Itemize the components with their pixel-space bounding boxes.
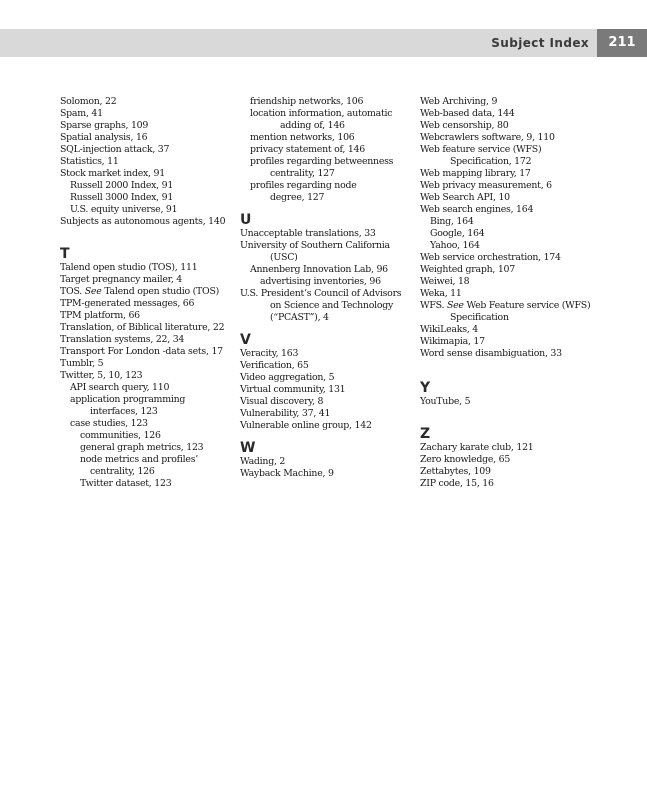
index-subentry: Google, 164 bbox=[430, 228, 485, 239]
index-entry-continuation: (USC) bbox=[270, 252, 298, 263]
running-header-title: Subject Index bbox=[491, 36, 589, 50]
index-subentry-continuation: adding of, 146 bbox=[280, 120, 345, 131]
index-subentry: API search query, 110 bbox=[70, 382, 170, 393]
index-entry: Wikimapia, 17 bbox=[420, 336, 485, 347]
index-entry: Web feature service (WFS) bbox=[420, 144, 542, 155]
index-entry: Wading, 2 bbox=[240, 456, 286, 467]
index-subentry: privacy statement of, 146 bbox=[250, 144, 365, 155]
index-term: TOS. bbox=[60, 286, 83, 297]
index-entry: Web mapping library, 17 bbox=[420, 168, 531, 179]
index-entry: ZIP code, 15, 16 bbox=[420, 478, 494, 489]
index-entry: University of Southern California bbox=[240, 240, 390, 251]
index-entry: YouTube, 5 bbox=[420, 396, 471, 407]
section-letter-y: Y bbox=[420, 380, 431, 396]
index-entry: Web Archiving, 9 bbox=[420, 96, 498, 107]
index-entry: TPM platform, 66 bbox=[60, 310, 140, 321]
index-column-2 bbox=[240, 96, 420, 480]
index-entry: Vulnerable online group, 142 bbox=[240, 420, 372, 431]
index-entry: Visual discovery, 8 bbox=[240, 396, 324, 407]
index-entry-cross-reference bbox=[420, 300, 600, 312]
index-subentry: U.S. equity universe, 91 bbox=[70, 204, 178, 215]
index-subentry: profiles regarding node bbox=[250, 180, 357, 191]
index-entry: Zachary karate club, 121 bbox=[420, 442, 534, 453]
see-reference-label: See bbox=[446, 300, 464, 311]
cross-reference-target: Web Feature service (WFS) bbox=[466, 300, 591, 311]
index-entry-continuation: Specification bbox=[450, 312, 509, 323]
index-entry: Weka, 11 bbox=[420, 288, 462, 299]
index-term: WFS. bbox=[420, 300, 445, 311]
index-subentry: case studies, 123 bbox=[70, 418, 148, 429]
index-entry: Webcrawlers software, 9, 110 bbox=[420, 132, 555, 143]
index-entry: Zero knowledge, 65 bbox=[420, 454, 511, 465]
section-letter-u: U bbox=[240, 212, 252, 228]
index-entry: Web-based data, 144 bbox=[420, 108, 515, 119]
index-entry: Virtual community, 131 bbox=[240, 384, 346, 395]
index-entry: Web privacy measurement, 6 bbox=[420, 180, 552, 191]
index-subentry: Yahoo, 164 bbox=[430, 240, 480, 251]
index-subsubentry: general graph metrics, 123 bbox=[80, 442, 204, 453]
index-entry: Web Search API, 10 bbox=[420, 192, 510, 203]
index-entry: Translation, of Biblical literature, 22 bbox=[60, 322, 225, 333]
index-entry: Subjects as autonomous agents, 140 bbox=[60, 216, 226, 227]
index-subentry: location information, automatic bbox=[250, 108, 393, 119]
section-letter-v: V bbox=[240, 332, 251, 348]
index-subentry-continuation: centrality, 127 bbox=[270, 168, 335, 179]
index-entry: Web censorship, 80 bbox=[420, 120, 509, 131]
index-subentry-continuation: interfaces, 123 bbox=[90, 406, 158, 417]
index-entry: Spam, 41 bbox=[60, 108, 103, 119]
index-entry: SQL-injection attack, 37 bbox=[60, 144, 170, 155]
index-subentry: friendship networks, 106 bbox=[250, 96, 364, 107]
index-entry: Twitter, 5, 10, 123 bbox=[60, 370, 143, 381]
index-column-1 bbox=[60, 96, 240, 490]
see-reference-label: See bbox=[84, 286, 102, 297]
index-entry: Unacceptable translations, 33 bbox=[240, 228, 376, 239]
index-entry: Sparse graphs, 109 bbox=[60, 120, 149, 131]
index-entry: Talend open studio (TOS), 111 bbox=[60, 262, 198, 273]
index-subsubentry: advertising inventories, 96 bbox=[260, 276, 381, 287]
index-subentry: Russell 2000 Index, 91 bbox=[70, 180, 174, 191]
index-entry: Spatial analysis, 16 bbox=[60, 132, 148, 143]
index-column-3 bbox=[420, 96, 600, 490]
index-entry-continuation: Specification, 172 bbox=[450, 156, 532, 167]
index-entry: TPM-generated messages, 66 bbox=[60, 298, 195, 309]
index-entry: Transport For London -data sets, 17 bbox=[60, 346, 223, 357]
index-subentry: application programming bbox=[70, 394, 186, 405]
index-entry: Statistics, 11 bbox=[60, 156, 119, 167]
running-header bbox=[0, 29, 647, 57]
index-entry: Tumblr, 5 bbox=[60, 358, 104, 369]
index-subentry: Bing, 164 bbox=[430, 216, 474, 227]
index-entry: Wayback Machine, 9 bbox=[240, 468, 334, 479]
section-letter-z: Z bbox=[420, 426, 431, 442]
index-subsubentry: Twitter dataset, 123 bbox=[80, 478, 172, 489]
index-entry-cross-reference bbox=[60, 286, 240, 298]
section-letter-w: W bbox=[240, 440, 256, 456]
index-entry: Veracity, 163 bbox=[240, 348, 299, 359]
page-number: 211 bbox=[597, 29, 647, 57]
index-entry: Target pregnancy mailer, 4 bbox=[60, 274, 183, 285]
index-entry: Word sense disambiguation, 33 bbox=[420, 348, 562, 359]
index-subentry: mention networks, 106 bbox=[250, 132, 355, 143]
index-entry: Weiwei, 18 bbox=[420, 276, 470, 287]
index-entry: U.S. President’s Council of Advisors bbox=[240, 288, 402, 299]
index-entry: Web service orchestration, 174 bbox=[420, 252, 561, 263]
index-subsubentry: node metrics and profiles’ bbox=[80, 454, 198, 465]
index-entry-continuation: (“PCAST”), 4 bbox=[270, 312, 329, 323]
index-entry: Vulnerability, 37, 41 bbox=[240, 408, 331, 419]
index-subentry-continuation: degree, 127 bbox=[270, 192, 325, 203]
index-entry: Weighted graph, 107 bbox=[420, 264, 515, 275]
cross-reference-target: Talend open studio (TOS) bbox=[104, 286, 220, 297]
section-letter-t: T bbox=[60, 246, 70, 262]
index-entry: Translation systems, 22, 34 bbox=[60, 334, 185, 345]
index-subsubentry-continuation: centrality, 126 bbox=[90, 466, 155, 477]
index-subsubentry: communities, 126 bbox=[80, 430, 161, 441]
index-entry: Verification, 65 bbox=[240, 360, 309, 371]
index-entry: Stock market index, 91 bbox=[60, 168, 165, 179]
index-entry-continuation: on Science and Technology bbox=[270, 300, 394, 311]
index-entry: Solomon, 22 bbox=[60, 96, 117, 107]
index-entry: Video aggregation, 5 bbox=[240, 372, 335, 383]
index-entry: Zettabytes, 109 bbox=[420, 466, 491, 477]
index-subentry: profiles regarding betweenness bbox=[250, 156, 394, 167]
index-subentry: Russell 3000 Index, 91 bbox=[70, 192, 174, 203]
index-entry: Web search engines, 164 bbox=[420, 204, 534, 215]
index-entry: WikiLeaks, 4 bbox=[420, 324, 478, 335]
index-subentry: Annenberg Innovation Lab, 96 bbox=[250, 264, 388, 275]
